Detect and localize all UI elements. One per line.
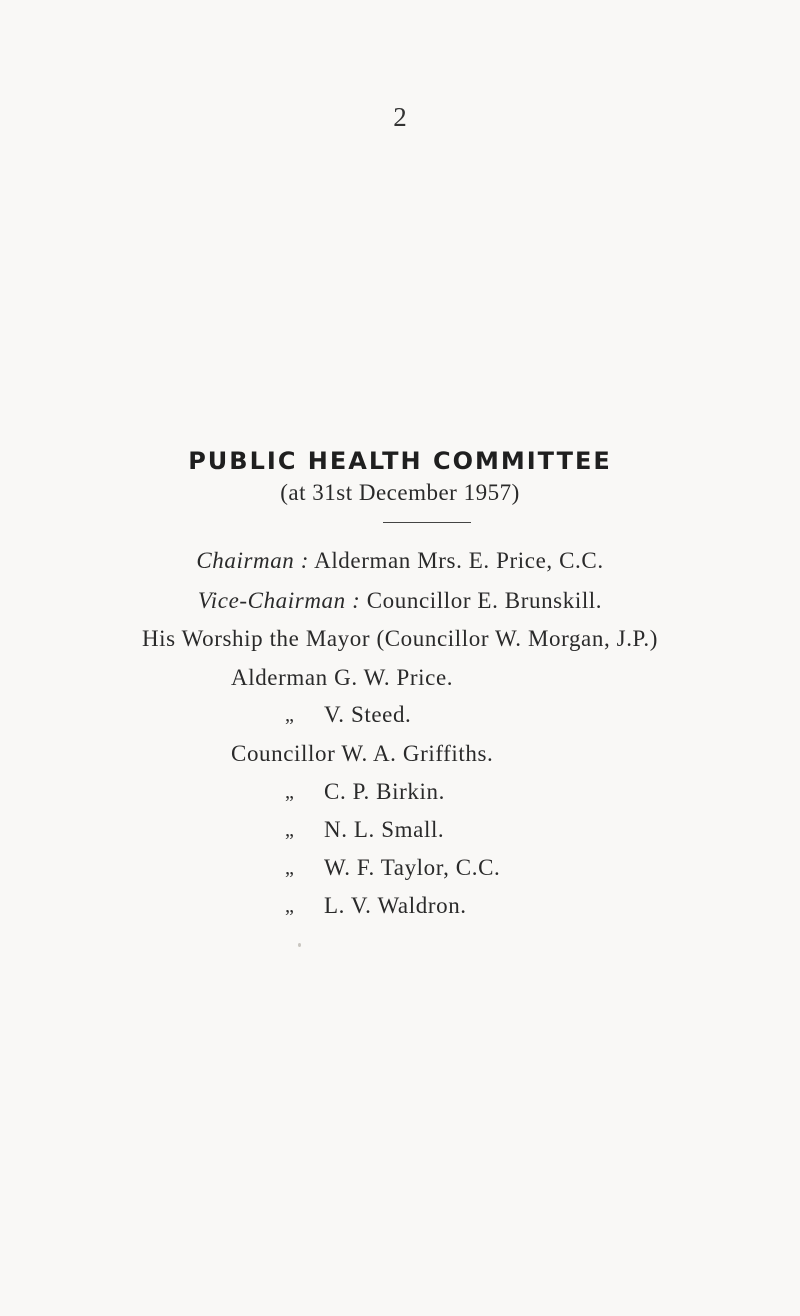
councillor-member: L. V. Waldron. — [324, 893, 467, 918]
chairman-line — [0, 548, 800, 574]
vice-chairman-line — [0, 588, 800, 614]
ditto-mark: „ — [285, 781, 294, 803]
title-divider — [383, 522, 471, 523]
alderman-prefix: Alderman — [231, 665, 328, 690]
vice-chairman-name: Councillor E. Brunskill. — [366, 588, 603, 613]
mayor-line: His Worship the Mayor (Councillor W. Morgan, J.P.) — [141, 626, 659, 651]
councillor-member: W. F. Taylor, C.C. — [324, 855, 501, 880]
chairman-name: Alderman Mrs. E. Price, C.C. — [314, 548, 604, 573]
chairman-role: Chairman : — [196, 548, 310, 573]
councillor-line — [231, 741, 493, 767]
ditto-mark: „ — [285, 704, 294, 726]
committee-date: (at 31st December 1957) — [280, 480, 520, 505]
councillor-member: W. A. Griffiths. — [341, 741, 494, 766]
paper-speck — [298, 943, 301, 947]
ditto-mark: „ — [285, 819, 294, 841]
alderman-line — [231, 665, 453, 691]
councillor-member: N. L. Small. — [324, 817, 445, 842]
page-number: 2 — [393, 102, 407, 132]
councillor-prefix: Councillor — [231, 741, 336, 766]
councillor-member: C. P. Birkin. — [324, 779, 445, 804]
ditto-mark: „ — [285, 895, 294, 917]
alderman-member: V. Steed. — [324, 702, 412, 727]
vice-chairman-role: Vice-Chairman : — [197, 588, 361, 613]
alderman-member: G. W. Price. — [334, 665, 454, 690]
ditto-mark: „ — [285, 857, 294, 879]
committee-title: PUBLIC HEALTH COMMITTEE — [188, 447, 612, 475]
